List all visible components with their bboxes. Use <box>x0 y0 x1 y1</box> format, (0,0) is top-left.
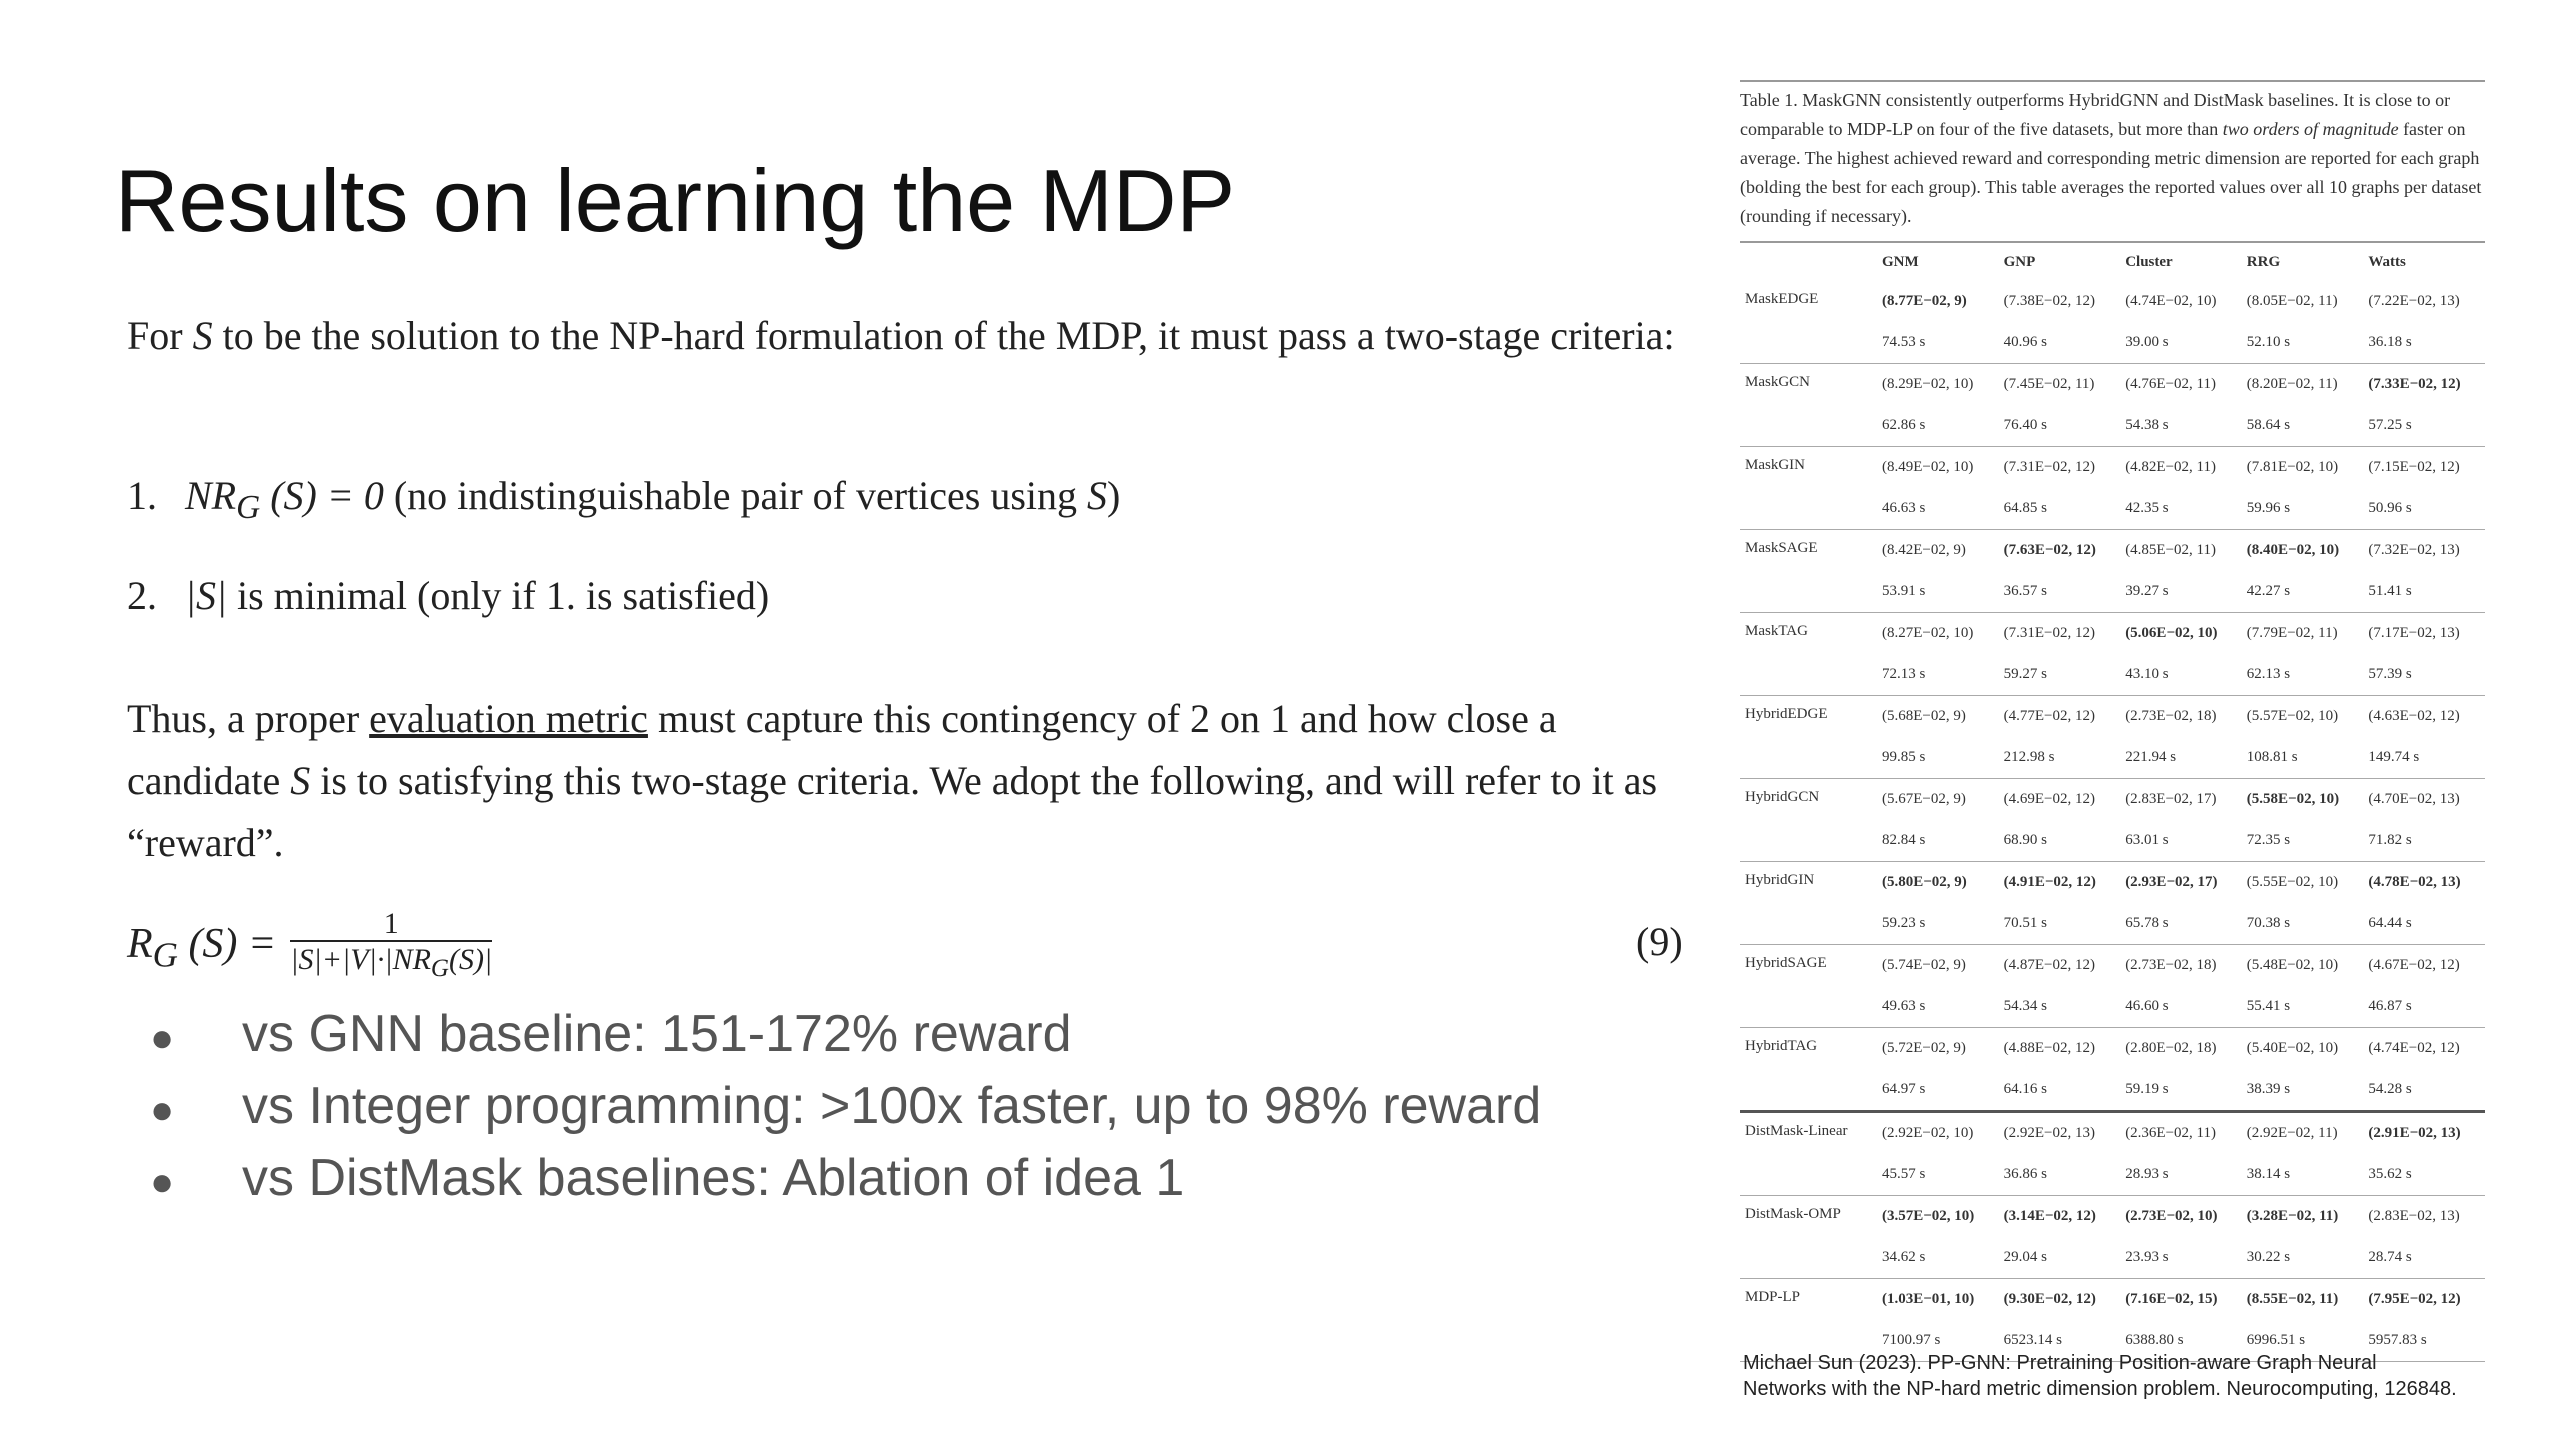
criterion-1-sub: G <box>236 489 261 526</box>
criterion-1-nr: NR <box>185 473 237 518</box>
caption-part-a: Table 1. MaskGNN consistently outperforms HybridGNN and DistMask baselines. It is close to or comparable to MDP-LP on four of the five datasets, but more than <box>1740 90 2451 139</box>
time-cell: 36.18 s <box>2363 322 2485 364</box>
results-table <box>1740 241 2485 1362</box>
reward-cell: (4.85E−02, 11) <box>2125 542 2216 558</box>
time-cell: 5957.83 s <box>2363 1320 2485 1362</box>
column-header: Watts <box>2368 253 2406 270</box>
formula-arg: (S) = <box>177 921 277 968</box>
reward-cell: (2.73E−02, 18) <box>2125 708 2217 724</box>
thus-pre: Thus, a proper <box>127 696 370 741</box>
time-cell: 49.63 s <box>1877 986 1999 1028</box>
reward-cell: (5.68E−02, 9) <box>1882 708 1966 724</box>
reward-cell: (4.91E−02, 12) <box>2003 874 2096 890</box>
reward-cell: (7.31E−02, 12) <box>2003 459 2095 475</box>
time-cell: 149.74 s <box>2363 737 2485 779</box>
time-cell: 59.19 s <box>2120 1069 2242 1112</box>
formula-lhs: R <box>127 921 153 968</box>
reward-cell: (5.57E−02, 10) <box>2246 708 2339 724</box>
table-row <box>1740 1196 2485 1238</box>
table-row <box>1740 1028 2485 1070</box>
table-row <box>1740 281 2485 322</box>
formula-den-end: (S)| <box>448 943 493 976</box>
time-cell: 54.28 s <box>2363 1069 2485 1112</box>
time-cell: 45.57 s <box>1877 1154 1999 1196</box>
time-cell: 50.96 s <box>2363 488 2485 530</box>
reward-cell: (2.80E−02, 18) <box>2125 1040 2217 1056</box>
bullet-text: vs GNN baseline: 151-172% reward <box>242 1005 1072 1063</box>
reward-cell: (4.67E−02, 12) <box>2368 957 2460 973</box>
table-header-row <box>1740 242 2485 281</box>
reward-cell: (5.48E−02, 10) <box>2246 957 2339 973</box>
formula-fraction <box>290 908 492 987</box>
criterion-1 <box>127 472 1120 527</box>
reward-cell: (7.17E−02, 13) <box>2368 625 2460 641</box>
time-cell: 72.13 s <box>1877 654 1999 696</box>
reward-cell: (7.33E−02, 12) <box>2368 376 2461 392</box>
time-cell: 28.74 s <box>2363 1237 2485 1279</box>
table-caption <box>1740 80 2485 231</box>
reward-cell: (4.78E−02, 13) <box>2368 874 2461 890</box>
time-cell: 30.22 s <box>2242 1237 2364 1279</box>
slide-title: Results on learning the MDP <box>115 151 1236 250</box>
reward-cell: (8.20E−02, 11) <box>2246 376 2338 392</box>
criterion-2-text: is minimal (only if 1. is satisfied) <box>227 573 770 618</box>
criterion-2 <box>127 572 769 619</box>
reward-cell: (8.42E−02, 9) <box>1882 542 1966 558</box>
reward-cell: (3.28E−02, 11) <box>2246 1208 2339 1224</box>
caption-italic: two orders of magnitude <box>2222 119 2399 139</box>
reward-cell: (8.05E−02, 11) <box>2246 293 2338 309</box>
time-cell: 64.97 s <box>1877 1069 1999 1112</box>
reward-cell: (4.77E−02, 12) <box>2003 708 2095 724</box>
time-cell: 55.41 s <box>2242 986 2364 1028</box>
reward-cell: (2.92E−02, 10) <box>1882 1125 1974 1141</box>
reward-cell: (5.40E−02, 10) <box>2246 1040 2339 1056</box>
time-cell: 38.14 s <box>2242 1154 2364 1196</box>
reward-cell: (7.22E−02, 13) <box>2368 293 2460 309</box>
time-cell: 68.90 s <box>1999 820 2121 862</box>
table-row <box>1740 696 2485 738</box>
table-row <box>1740 779 2485 821</box>
reward-cell: (8.29E−02, 10) <box>1882 376 1974 392</box>
row-method-name: HybridTAG <box>1740 1028 1877 1112</box>
time-cell: 108.81 s <box>2242 737 2364 779</box>
equation-number: (9) <box>1636 919 1683 964</box>
reward-cell: (4.74E−02, 12) <box>2368 1040 2460 1056</box>
reward-cell: (8.49E−02, 10) <box>1882 459 1974 475</box>
reward-cell: (4.63E−02, 12) <box>2368 708 2460 724</box>
time-cell: 29.04 s <box>1999 1237 2121 1279</box>
time-cell: 46.63 s <box>1877 488 1999 530</box>
time-cell: 65.78 s <box>2120 903 2242 945</box>
row-method-name: HybridSAGE <box>1740 945 1877 1028</box>
reward-cell: (5.67E−02, 9) <box>1882 791 1966 807</box>
reward-cell: (7.32E−02, 13) <box>2368 542 2460 558</box>
reward-cell: (2.92E−02, 13) <box>2003 1125 2095 1141</box>
reward-cell: (3.57E−02, 10) <box>1882 1208 1975 1224</box>
bullet-dot-icon: ● <box>150 1160 175 1204</box>
time-cell: 7100.97 s <box>1877 1320 1999 1362</box>
time-cell: 63.01 s <box>2120 820 2242 862</box>
results-bullets <box>150 1000 1541 1216</box>
intro-paragraph <box>127 305 1702 367</box>
bullet-item <box>150 1072 1541 1144</box>
time-cell: 51.41 s <box>2363 571 2485 613</box>
table-row <box>1740 945 2485 987</box>
formula-den-sub: G <box>430 955 449 982</box>
row-method-name: MaskTAG <box>1740 613 1877 696</box>
reward-cell: (2.83E−02, 13) <box>2368 1208 2460 1224</box>
table-row <box>1740 613 2485 655</box>
criterion-1-number: 1. <box>127 473 157 518</box>
time-cell: 57.25 s <box>2363 405 2485 447</box>
reward-cell: (8.55E−02, 11) <box>2246 1291 2339 1307</box>
reward-cell: (2.73E−02, 10) <box>2125 1208 2218 1224</box>
reward-cell: (4.70E−02, 13) <box>2368 791 2460 807</box>
bullet-dot-icon: ● <box>150 1088 175 1132</box>
time-cell: 42.27 s <box>2242 571 2364 613</box>
time-cell: 64.85 s <box>1999 488 2121 530</box>
table-row <box>1740 364 2485 406</box>
row-method-name: MaskGCN <box>1740 364 1877 447</box>
thus-mid: must capture this contingency of 2 on 1 and how close a candidate <box>127 696 1557 803</box>
reward-cell: (4.82E−02, 11) <box>2125 459 2216 475</box>
reward-cell: (4.69E−02, 12) <box>2003 791 2095 807</box>
table-body <box>1740 281 2485 1362</box>
reward-cell: (2.92E−02, 11) <box>2246 1125 2338 1141</box>
time-cell: 43.10 s <box>2120 654 2242 696</box>
results-table-panel <box>1740 80 2485 1362</box>
time-cell: 59.23 s <box>1877 903 1999 945</box>
time-cell: 70.51 s <box>1999 903 2121 945</box>
row-method-name: MaskGIN <box>1740 447 1877 530</box>
criterion-1-text: (no indistinguishable pair of vertices using <box>383 473 1088 518</box>
time-cell: 221.94 s <box>2120 737 2242 779</box>
time-cell: 6996.51 s <box>2242 1320 2364 1362</box>
reward-cell: (8.27E−02, 10) <box>1882 625 1974 641</box>
time-cell: 46.87 s <box>2363 986 2485 1028</box>
criterion-2-number: 2. <box>127 573 157 618</box>
time-cell: 52.10 s <box>2242 322 2364 364</box>
reward-cell: (7.95E−02, 12) <box>2368 1291 2461 1307</box>
reward-cell: (7.45E−02, 11) <box>2003 376 2095 392</box>
reward-cell: (7.16E−02, 15) <box>2125 1291 2218 1307</box>
criterion-2-math: |S| <box>185 573 227 618</box>
time-cell: 64.44 s <box>2363 903 2485 945</box>
row-method-name: MaskEDGE <box>1740 281 1877 364</box>
criterion-1-end: ) <box>1107 473 1121 518</box>
reward-cell: (7.31E−02, 12) <box>2003 625 2095 641</box>
intro-var: S <box>192 313 213 358</box>
time-cell: 54.34 s <box>1999 986 2121 1028</box>
time-cell: 212.98 s <box>1999 737 2121 779</box>
time-cell: 53.91 s <box>1877 571 1999 613</box>
time-cell: 74.53 s <box>1877 322 1999 364</box>
time-cell: 36.86 s <box>1999 1154 2121 1196</box>
bullet-text: vs DistMask baselines: Ablation of idea 1 <box>242 1149 1185 1207</box>
reward-cell: (4.76E−02, 11) <box>2125 376 2216 392</box>
time-cell: 70.38 s <box>2242 903 2364 945</box>
reward-cell: (9.30E−02, 12) <box>2003 1291 2096 1307</box>
row-method-name: MaskSAGE <box>1740 530 1877 613</box>
time-cell: 59.27 s <box>1999 654 2121 696</box>
reward-cell: (7.79E−02, 11) <box>2246 625 2338 641</box>
reward-cell: (8.40E−02, 10) <box>2246 542 2340 558</box>
time-cell: 64.16 s <box>1999 1069 2121 1112</box>
column-header: GNP <box>2003 253 2036 270</box>
time-cell: 6523.14 s <box>1999 1320 2121 1362</box>
table-header <box>1740 242 2485 281</box>
table-row <box>1740 447 2485 489</box>
table-row <box>1740 530 2485 572</box>
time-cell: 6388.80 s <box>2120 1320 2242 1362</box>
row-method-name: HybridGCN <box>1740 779 1877 862</box>
time-cell: 28.93 s <box>2120 1154 2242 1196</box>
row-method-name: HybridEDGE <box>1740 696 1877 779</box>
row-method-name: HybridGIN <box>1740 862 1877 945</box>
reward-cell: (5.58E−02, 10) <box>2246 791 2340 807</box>
header-blank <box>1740 242 1877 281</box>
row-method-name: DistMask-OMP <box>1740 1196 1877 1279</box>
reward-paragraph <box>127 688 1702 874</box>
time-cell: 40.96 s <box>1999 322 2121 364</box>
table-row <box>1740 1279 2485 1321</box>
reward-cell: (8.77E−02, 9) <box>1882 293 1967 309</box>
criterion-1-var: S <box>1087 473 1108 518</box>
row-method-name: DistMask-Linear <box>1740 1112 1877 1196</box>
formula-denominator <box>290 942 492 987</box>
time-cell: 58.64 s <box>2242 405 2364 447</box>
time-cell: 54.38 s <box>2120 405 2242 447</box>
reward-cell: (4.87E−02, 12) <box>2003 957 2095 973</box>
reward-formula <box>127 908 492 987</box>
caption-part-b: faster on average. The highest achieved reward and corresponding metric dimension are reported for each graph (bolding the best for each group). This table averages the reported values over all 10 graphs per dataset (rounding if necessary). <box>1740 119 2482 226</box>
time-cell: 57.39 s <box>2363 654 2485 696</box>
time-cell: 35.62 s <box>2363 1154 2485 1196</box>
bullet-item <box>150 1144 1541 1216</box>
reward-cell: (7.38E−02, 12) <box>2003 293 2095 309</box>
time-cell: 62.86 s <box>1877 405 1999 447</box>
reward-cell: (3.14E−02, 12) <box>2003 1208 2096 1224</box>
intro-post: to be the solution to the NP-hard formulation of the MDP, it must pass a two-stage criteria: <box>212 313 1675 358</box>
bullet-dot-icon: ● <box>150 1016 175 1060</box>
table-row <box>1740 862 2485 904</box>
column-header: RRG <box>2246 253 2281 270</box>
reward-cell: (2.91E−02, 13) <box>2368 1125 2461 1141</box>
table-row <box>1740 1112 2485 1155</box>
time-cell: 99.85 s <box>1877 737 1999 779</box>
reward-cell: (4.74E−02, 10) <box>2125 293 2217 309</box>
criterion-1-expr: (S) = 0 <box>260 473 384 518</box>
reward-cell: (5.80E−02, 9) <box>1882 874 1967 890</box>
reward-cell: (2.36E−02, 11) <box>2125 1125 2216 1141</box>
reward-cell: (7.63E−02, 12) <box>2003 542 2096 558</box>
reward-cell: (2.73E−02, 18) <box>2125 957 2217 973</box>
reward-cell: (5.72E−02, 9) <box>1882 1040 1966 1056</box>
time-cell: 36.57 s <box>1999 571 2121 613</box>
time-cell: 72.35 s <box>2242 820 2364 862</box>
reward-cell: (1.03E−01, 10) <box>1882 1291 1975 1307</box>
bullet-text: vs Integer programming: >100x faster, up to 98% reward <box>242 1077 1542 1135</box>
time-cell: 23.93 s <box>2120 1237 2242 1279</box>
time-cell: 82.84 s <box>1877 820 1999 862</box>
time-cell: 39.00 s <box>2120 322 2242 364</box>
time-cell: 38.39 s <box>2242 1069 2364 1112</box>
reward-cell: (7.81E−02, 10) <box>2246 459 2339 475</box>
time-cell: 62.13 s <box>2242 654 2364 696</box>
row-method-name: MDP-LP <box>1740 1279 1877 1362</box>
time-cell: 42.35 s <box>2120 488 2242 530</box>
bullet-item <box>150 1000 1541 1072</box>
time-cell: 76.40 s <box>1999 405 2121 447</box>
formula-den-main: |S|+|V|·|NR <box>290 943 431 976</box>
citation: Michael Sun (2023). PP-GNN: Pretraining Position-aware Graph Neural Networks with the NP-hard metric dimension problem. Neurocomputing, 126848. <box>1743 1352 2457 1400</box>
reward-cell: (2.93E−02, 17) <box>2125 874 2218 890</box>
reward-cell: (5.74E−02, 9) <box>1882 957 1966 973</box>
time-cell: 39.27 s <box>2120 571 2242 613</box>
column-header: Cluster <box>2125 253 2173 270</box>
time-cell: 59.96 s <box>2242 488 2364 530</box>
time-cell: 71.82 s <box>2363 820 2485 862</box>
reward-cell: (5.06E−02, 10) <box>2125 625 2218 641</box>
reward-cell: (4.88E−02, 12) <box>2003 1040 2095 1056</box>
formula-lhs-sub: G <box>152 935 178 975</box>
time-cell: 46.60 s <box>2120 986 2242 1028</box>
formula-numerator: 1 <box>290 908 492 942</box>
reward-cell: (7.15E−02, 12) <box>2368 459 2460 475</box>
reward-cell: (5.55E−02, 10) <box>2246 874 2339 890</box>
time-cell: 34.62 s <box>1877 1237 1999 1279</box>
thus-post: is to satisfying this two-stage criteria. We adopt the following, and will refer to it as “reward”. <box>127 758 1658 865</box>
reward-cell: (2.83E−02, 17) <box>2125 791 2217 807</box>
column-header: GNM <box>1882 253 1919 270</box>
thus-var: S <box>290 758 311 803</box>
evaluation-metric-link[interactable]: evaluation metric <box>369 696 648 741</box>
intro-pre: For <box>127 313 193 358</box>
